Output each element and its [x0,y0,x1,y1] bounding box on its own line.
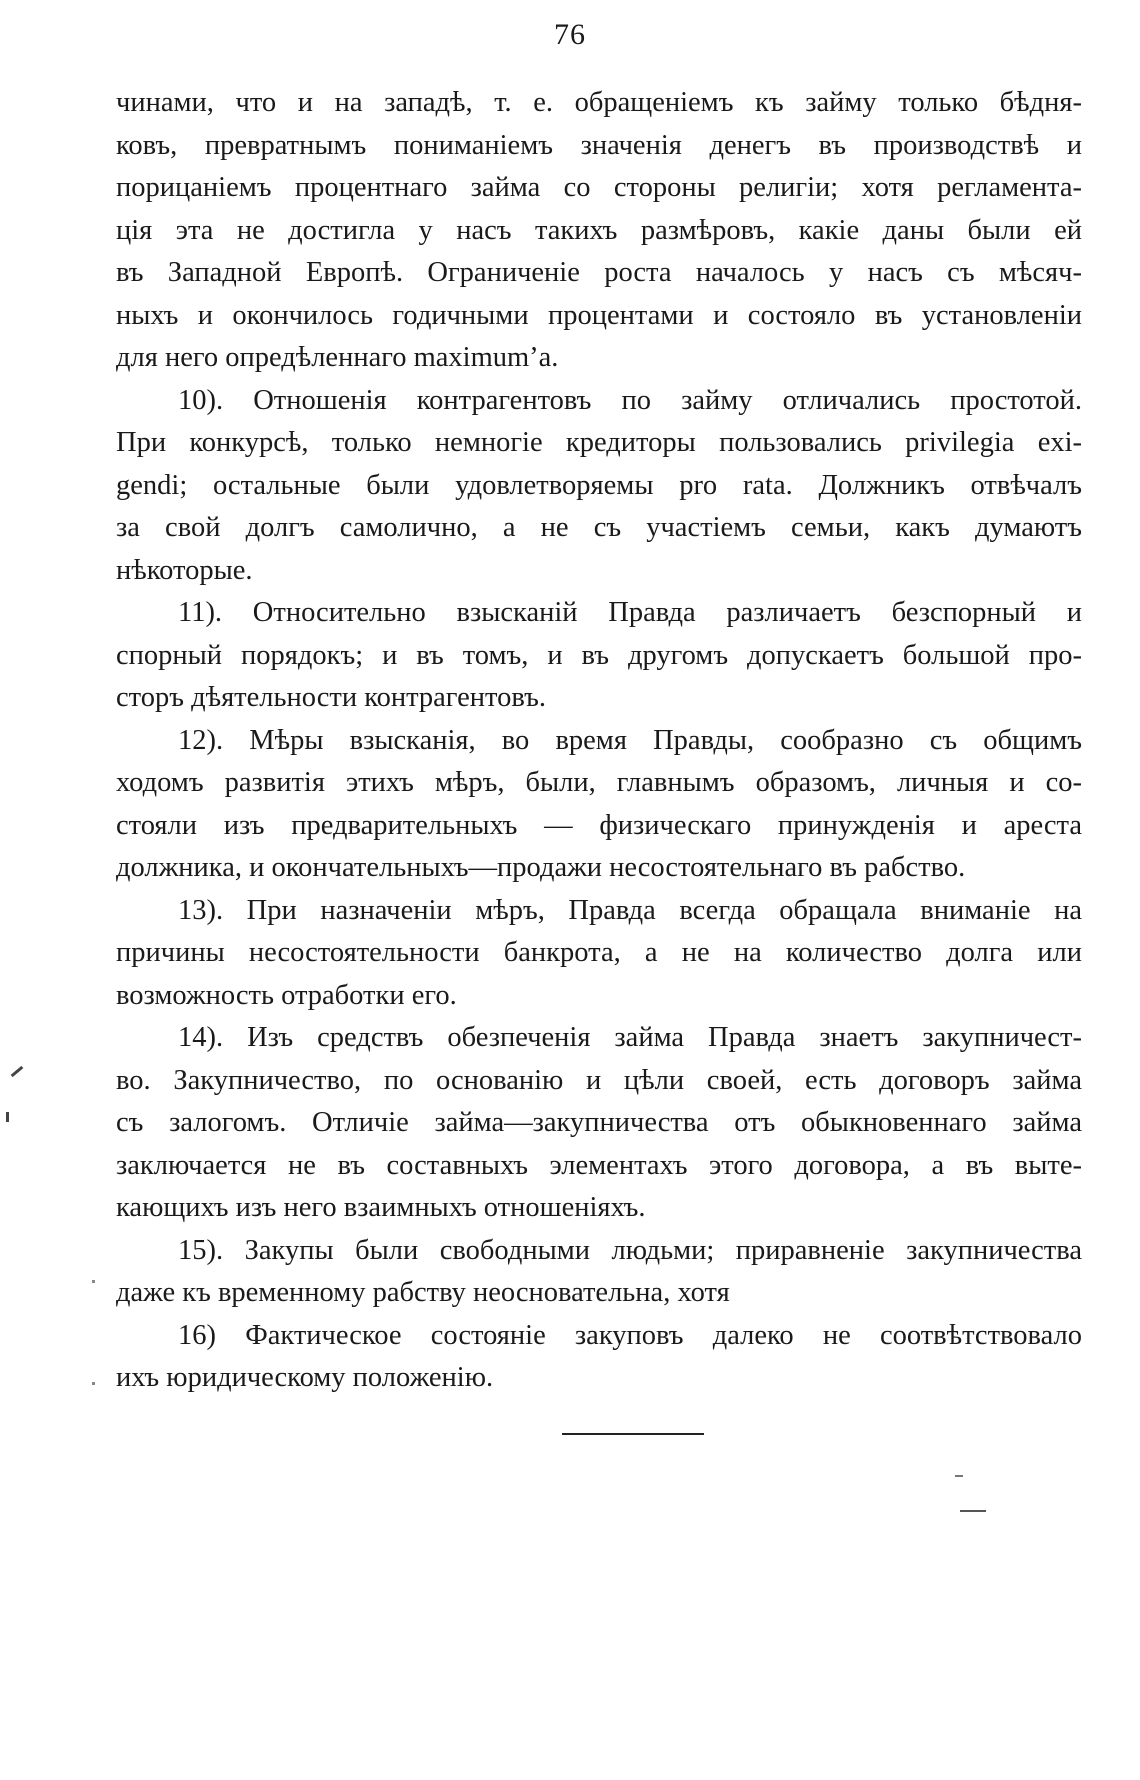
text-line: сторъ дѣятельности контрагентовъ. [116,682,546,713]
text-line: ныхъ и окончилось годичными процентами и состояло въ установленіи [116,299,1082,331]
scan-speck [92,1382,95,1385]
text-line: ція эта не достигла у насъ такихъ размѣровъ, какіе даны были ей [116,214,1082,246]
text-line: для него опредѣленнаго maximum’а. [116,342,559,373]
scan-speck [92,1280,95,1283]
body-text [116,82,1082,1400]
text-line: кающихъ изъ него взаимныхъ отношеніяхъ. [116,1192,646,1223]
end-rule [562,1433,704,1435]
text-line: ковъ, превратнымъ пониманіемъ значенія денегъ въ производствѣ и [116,129,1082,161]
text-line: во. Закупничество, по основанію и цѣли своей, есть договоръ займа [116,1064,1082,1096]
text-line: за свой долгъ самолично, а не съ участіемъ семьи, какъ думаютъ [116,512,1082,543]
text-line: нѣкоторые. [116,554,253,586]
text-line: gendi; остальные были удовлетворяемы pro rata. Должникъ отвѣчалъ [116,469,1082,501]
text-line: должника, и окончательныхъ—продажи несостоятельнаго въ рабство. [116,852,966,883]
text-line: въ Западной Европѣ. Ограниченіе роста началось у насъ съ мѣсяч- [116,257,1082,288]
text-line: спорный порядокъ; и въ томъ, и въ другомъ допускаетъ большой про- [116,639,1082,671]
text-line: ходомъ развитія этихъ мѣръ, были, главнымъ образомъ, личныя и со- [116,767,1082,798]
text-line: стояли изъ предварительныхъ — физическаго принужденія и ареста [116,809,1082,841]
text-line: При конкурсѣ, только немногіе кредиторы пользовались privilegia exi- [116,427,1082,458]
paragraph-10-start: 10). Отношенія контрагентовъ по займу отличались простотой. [178,384,1082,416]
scan-speck [955,1475,963,1477]
paragraph-16-start: 16) Фактическое состояніе закуповъ далеко не соотвѣтствовало [178,1319,1082,1351]
scan-speck [960,1510,986,1512]
paragraph-12-start: 12). Мѣры взысканія, во время Правды, сообразно съ общимъ [178,724,1082,756]
margin-mark [6,1112,9,1122]
margin-mark [11,1066,24,1077]
page-number: 76 [554,18,586,51]
paragraph-13-start: 13). При назначеніи мѣръ, Правда всегда обращала вниманіе на [178,894,1082,926]
text-line: даже къ временному рабству неосновательна, хотя [116,1277,730,1308]
text-line: причины несостоятельности банкрота, а не на количество долга или [116,937,1082,968]
text-line: возможность отработки его. [116,979,457,1011]
paragraph-11-start: 11). Относительно взысканій Правда различаетъ безспорный и [178,597,1082,628]
paragraph-15-start: 15). Закупы были свободными людьми; приравненіе закупничества [178,1234,1082,1266]
text-line: ихъ юридическому положенію. [116,1362,494,1393]
text-line: порицаніемъ процентнаго займа со стороны религіи; хотя регламента- [116,172,1082,203]
text-line: заключается не въ составныхъ элементахъ этого договора, а въ выте- [116,1149,1082,1181]
paragraph-14-start: 14). Изъ средствъ обезпеченія займа Правда знаетъ закупничест- [178,1022,1082,1053]
text-line: съ залогомъ. Отличіе займа—закупничества отъ обыкновеннаго займа [116,1107,1082,1138]
text-line: чинами, что и на западѣ, т. е. обращеніемъ къ займу только бѣдня- [116,87,1082,118]
